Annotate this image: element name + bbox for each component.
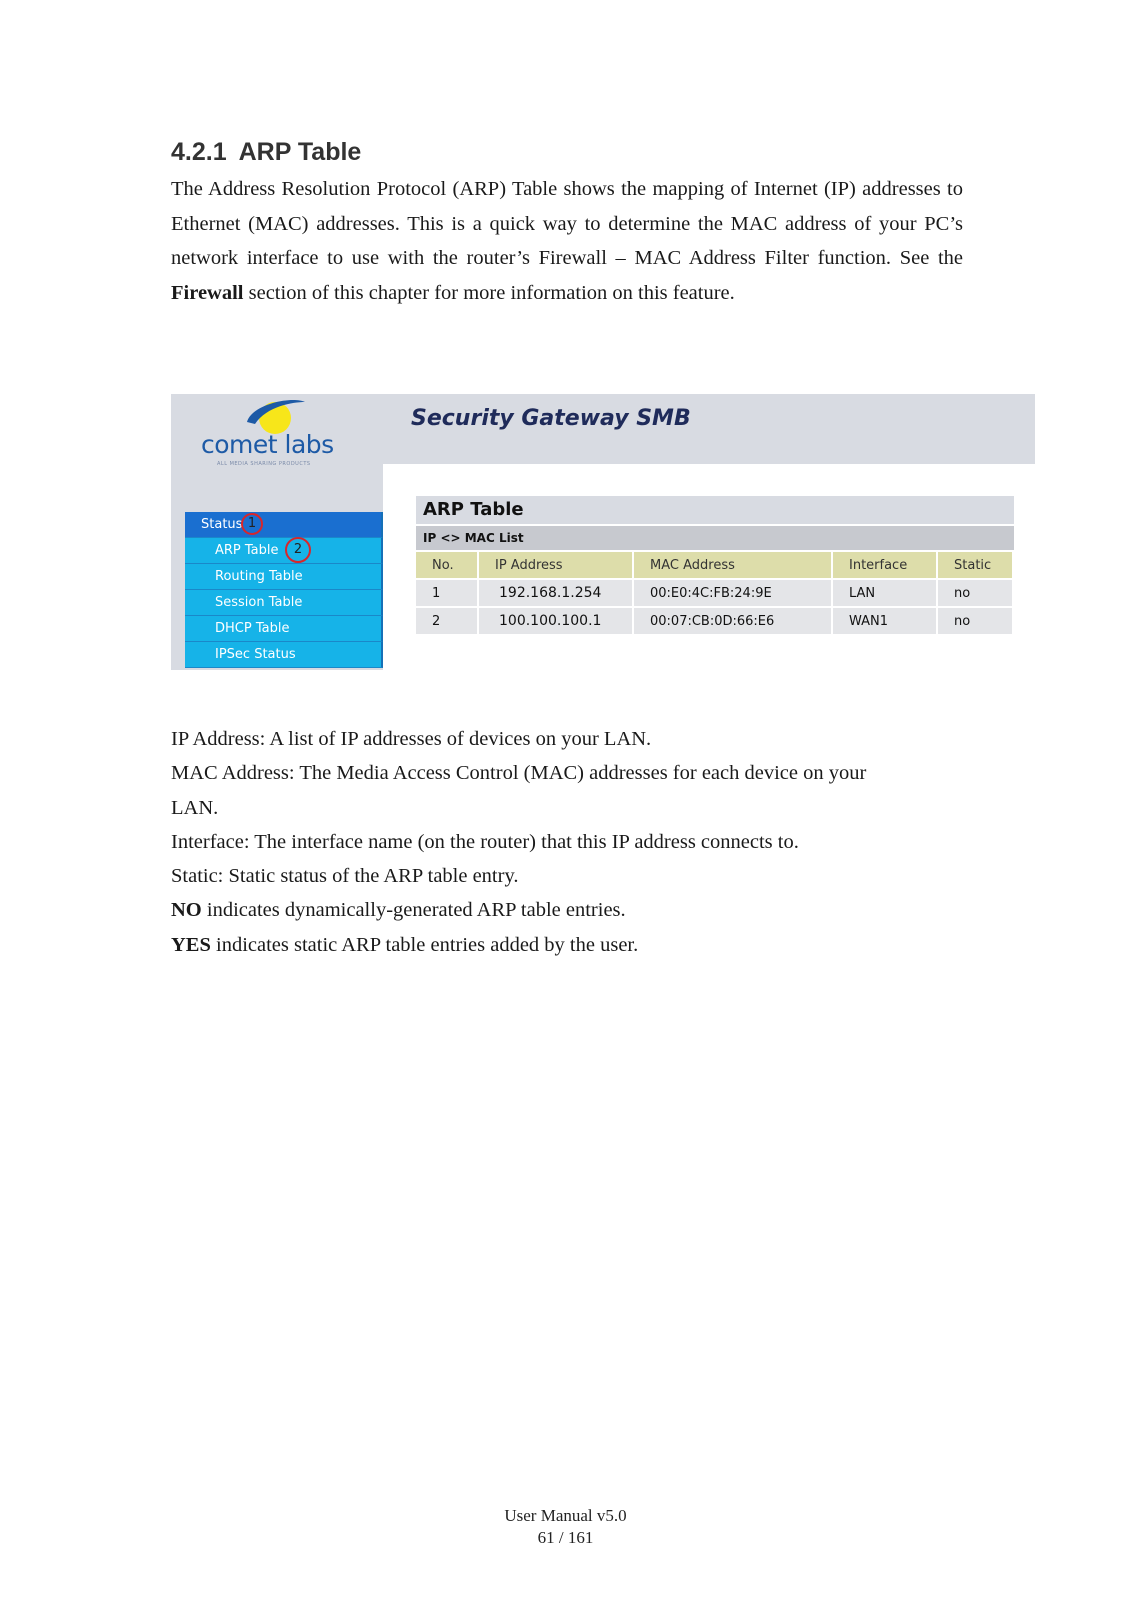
nav-label: ARP Table (215, 543, 279, 558)
desc-no-bold: NO (171, 899, 202, 922)
nav-label: Status (201, 517, 243, 532)
nav-item-ipsec-status[interactable] (185, 642, 383, 668)
cell-interface: WAN1 (833, 608, 938, 634)
arp-table (416, 550, 1014, 636)
cell-no: 2 (416, 608, 479, 634)
nav-item-dhcp-table[interactable] (185, 616, 383, 642)
nav-item-session-table[interactable] (185, 590, 383, 616)
nav-label: IPSec Status (215, 647, 296, 662)
intro-text-2: section of this chapter for more information on this feature. (243, 281, 735, 304)
column-header-no: No. (416, 552, 479, 578)
cell-static: no (938, 608, 1014, 634)
column-header-static: Static (938, 552, 1014, 578)
intro-paragraph (171, 172, 963, 310)
router-screenshot (171, 394, 1035, 670)
column-header-interface: Interface (833, 552, 938, 578)
column-header-ip: IP Address (479, 552, 634, 578)
arp-panel-subtitle: IP <> MAC List (416, 526, 1014, 550)
desc-mac-address-cont: LAN. (171, 796, 219, 819)
nav-item-arp-table[interactable] (185, 538, 383, 564)
intro-bold-firewall: Firewall (171, 281, 244, 304)
table-row (416, 608, 1014, 634)
callout-marker-1: 1 (241, 513, 263, 535)
field-descriptions (171, 722, 971, 962)
desc-yes-text: indicates static ARP table entries added by the user. (210, 933, 639, 956)
nav-item-routing-table[interactable] (185, 564, 383, 590)
cell-mac: 00:E0:4C:FB:24:9E (634, 580, 833, 606)
cell-mac: 00:07:CB:0D:66:E6 (634, 608, 833, 634)
callout-marker-2: 2 (285, 537, 311, 563)
gateway-title: Security Gateway SMB (411, 406, 691, 431)
nav-label: Routing Table (215, 569, 303, 584)
column-header-mac: MAC Address (634, 552, 833, 578)
nav-item-status[interactable] (185, 512, 383, 538)
arp-panel (416, 496, 1014, 636)
cell-no: 1 (416, 580, 479, 606)
desc-mac-address: MAC Address: The Media Access Control (MAC) addresses for each device on your (171, 762, 867, 785)
logo-tagline: ALL MEDIA SHARING PRODUCTS (217, 461, 311, 467)
sidebar-nav (185, 512, 383, 668)
desc-no-text: indicates dynamically-generated ARP table entries. (201, 899, 626, 922)
cell-ip: 100.100.100.1 (479, 608, 634, 634)
cell-interface: LAN (833, 580, 938, 606)
table-row (416, 580, 1014, 606)
logo-text: comet labs (201, 430, 334, 459)
nav-label: DHCP Table (215, 621, 290, 636)
section-heading (171, 138, 361, 167)
section-number: 4.2.1 (171, 138, 227, 166)
arp-panel-title: ARP Table (416, 496, 1014, 524)
desc-ip-address: IP Address: A list of IP addresses of devices on your LAN. (171, 728, 652, 750)
desc-yes-bold: YES (171, 933, 211, 956)
desc-interface: Interface: The interface name (on the router) that this IP address connects to. (171, 830, 799, 853)
cell-static: no (938, 580, 1014, 606)
footer-page-number: 61 / 161 (537, 1528, 594, 1547)
desc-static: Static: Static status of the ARP table entry. (171, 865, 519, 888)
footer-manual: User Manual v5.0 (504, 1506, 627, 1525)
table-header-row (416, 552, 1014, 578)
nav-label: Session Table (215, 595, 303, 610)
cell-ip: 192.168.1.254 (479, 580, 634, 606)
desc-no (171, 893, 971, 927)
section-title: ARP Table (238, 138, 362, 166)
intro-text-1: The Address Resolution Protocol (ARP) Table shows the mapping of Internet (IP) addresses to Ethernet (MAC) addresses. This is a quick way to determine the MAC address of your PC’s network interface to use with the router’s Firewall – MAC Address Filter function. See the (171, 178, 963, 269)
desc-yes (171, 928, 971, 962)
